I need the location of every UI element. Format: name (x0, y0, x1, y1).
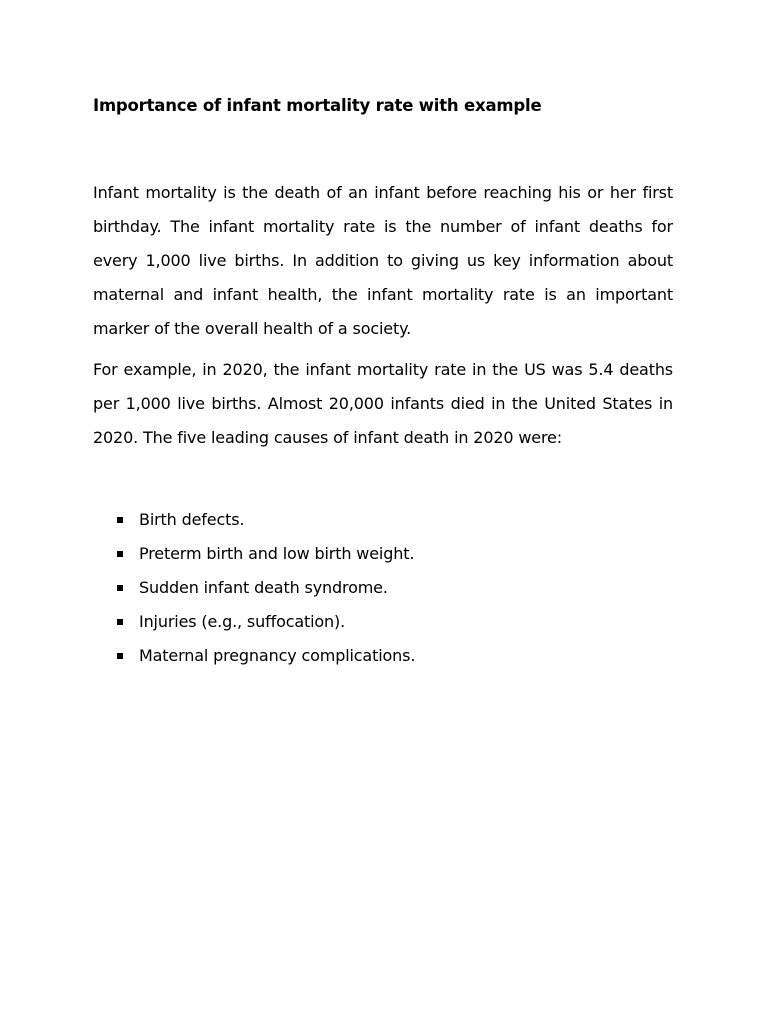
square-bullet-icon (117, 619, 123, 625)
square-bullet-icon (117, 653, 123, 659)
square-bullet-icon (117, 551, 123, 557)
list-item-text: Maternal pregnancy complications. (139, 646, 416, 665)
list-item (117, 537, 673, 571)
list-item (117, 571, 673, 605)
square-bullet-icon (117, 517, 123, 523)
list-item (117, 605, 673, 639)
list-item-text: Sudden infant death syndrome. (139, 578, 388, 597)
list-item-text: Preterm birth and low birth weight. (139, 544, 415, 563)
document-title: Importance of infant mortality rate with example (93, 96, 542, 115)
list-item-text: Injuries (e.g., suffocation). (139, 612, 346, 631)
causes-list (93, 503, 673, 673)
list-item (117, 639, 673, 673)
document-body (93, 94, 673, 673)
list-item-text: Birth defects. (139, 510, 245, 529)
paragraph-example: For example, in 2020, the infant mortality rate in the US was 5.4 deaths per 1,000 live births. Almost 20,000 infants died in the United States in 2020. The five leading causes of infant death in 2020 were: (93, 360, 673, 447)
square-bullet-icon (117, 585, 123, 591)
paragraph-definition: Infant mortality is the death of an infant before reaching his or her first birthday. The infant mortality rate is the number of infant deaths for every 1,000 live births. In addition to giving us key information about maternal and infant health, the infant mortality rate is an important marker of the overall health of a society. (93, 183, 673, 338)
list-item (117, 503, 673, 537)
